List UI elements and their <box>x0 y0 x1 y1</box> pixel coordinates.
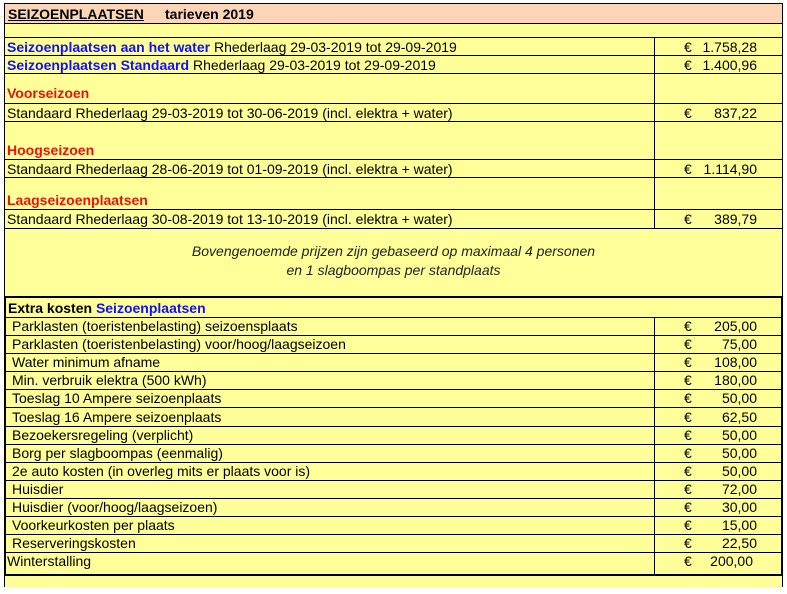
extra-cost-amount: 180,00 <box>714 372 757 389</box>
extra-cost-row <box>4 517 783 535</box>
extra-cost-row <box>4 499 783 517</box>
extra-cost-currency: € <box>684 354 692 371</box>
extra-cost-label: Toeslag 10 Ampere seizoenplaats <box>12 390 222 407</box>
extra-cost-currency: € <box>684 408 692 425</box>
extra-cost-amount: 15,00 <box>721 517 757 534</box>
voorseizoen-heading: Voorseizoen <box>7 85 90 101</box>
extra-costs-header <box>4 298 783 318</box>
extra-cost-label: Huisdier (voor/hoog/laagseizoen) <box>12 499 218 515</box>
row-hoogseizoen <box>4 159 783 178</box>
extra-cost-row <box>4 390 783 408</box>
extra-cost-currency: € <box>684 480 692 497</box>
extra-cost-row <box>4 445 783 463</box>
hoogseizoen-amount: 1.114,90 <box>703 161 757 177</box>
hoogseizoen-currency: € <box>684 161 692 177</box>
extra-cost-label: Water minimum afname <box>12 354 161 371</box>
extra-cost-currency: € <box>684 318 692 334</box>
header-row <box>4 3 783 24</box>
hoogseizoen-text: Standaard Rhederlaag 28-06-2019 tot 01-09-2019 (incl. elektra + water) <box>7 161 453 177</box>
voorseizoen-amount: 837,22 <box>714 105 757 121</box>
row-voorseizoen <box>4 103 783 122</box>
sheet-title: SEIZOENPLAATSEN <box>8 6 144 22</box>
extra-cost-currency: € <box>684 336 692 353</box>
extra-cost-row <box>4 318 783 336</box>
water-text: Rhederlaag 29-03-2019 tot 29-09-2019 <box>210 39 457 55</box>
extra-cost-amount: 50,00 <box>721 444 757 461</box>
extra-cost-amount: 108,00 <box>714 354 757 371</box>
extra-cost-amount: 200,00 <box>710 553 753 570</box>
voorseizoen-currency: € <box>684 105 692 121</box>
row-water <box>4 37 783 56</box>
extra-cost-row <box>4 481 783 499</box>
extra-cost-label: Huisdier <box>12 480 64 497</box>
extra-cost-row <box>4 535 783 553</box>
laagseizoen-currency: € <box>684 211 692 227</box>
laagseizoen-heading: Laagseizoenplaatsen <box>7 192 148 208</box>
extra-cost-amount: 75,00 <box>721 336 757 353</box>
extra-cost-label: Parklasten (toeristenbelasting) seizoensplaats <box>12 318 298 334</box>
extra-cost-label: Min. verbruik elektra (500 kWh) <box>12 372 207 389</box>
extra-cost-label: Borg per slagboompas (eenmalig) <box>12 444 223 461</box>
extra-cost-currency: € <box>684 426 692 443</box>
extra-cost-row <box>4 409 783 427</box>
extra-cost-currency: € <box>684 499 692 515</box>
extra-cost-row <box>4 336 783 354</box>
standaard-currency: € <box>684 57 692 73</box>
extra-cost-amount: 72,00 <box>721 480 757 497</box>
extra-cost-amount: 50,00 <box>721 426 757 443</box>
extra-cost-currency: € <box>684 444 692 461</box>
note-line-2: en 1 slagboompas per standplaats <box>286 262 501 278</box>
extra-cost-currency: € <box>684 535 692 552</box>
water-label: Seizoenplaatsen aan het water <box>7 39 211 55</box>
extra-cost-currency: € <box>684 390 692 407</box>
voorseizoen-text: Standaard Rhederlaag 29-03-2019 tot 30-06-2019 (incl. elektra + water) <box>7 105 453 121</box>
extra-cost-row <box>4 463 783 481</box>
extra-cost-currency: € <box>684 462 692 479</box>
extra-cost-label: Winterstalling <box>7 553 92 570</box>
extra-cost-label: Toeslag 16 Ampere seizoenplaats <box>12 408 222 425</box>
note-line-1: Bovengenoemde prijzen zijn gebaseerd op maximaal 4 personen <box>191 243 596 259</box>
extra-cost-currency: € <box>684 553 692 570</box>
row-standaard <box>4 56 783 74</box>
row-laagseizoen <box>4 209 783 229</box>
water-currency: € <box>684 39 692 55</box>
extra-cost-row <box>4 372 783 390</box>
standaard-label: Seizoenplaatsen Standaard <box>7 57 190 73</box>
extra-cost-label: Parklasten (toeristenbelasting) voor/hoog/laagseizoen <box>12 336 346 353</box>
extra-cost-amount: 50,00 <box>721 462 757 479</box>
sheet-subtitle: tarieven 2019 <box>165 6 254 22</box>
extra-cost-row <box>4 354 783 372</box>
extra-cost-label: Reserveringskosten <box>12 535 136 552</box>
extra-cost-currency: € <box>684 517 692 534</box>
water-amount: 1.758,28 <box>702 39 757 55</box>
standaard-amount: 1.400,96 <box>702 57 757 73</box>
extra-title: Extra kosten <box>8 300 96 316</box>
laagseizoen-amount: 389,79 <box>714 211 757 227</box>
extra-cost-amount: 205,00 <box>714 318 757 334</box>
extra-cost-amount: 22,50 <box>721 535 757 552</box>
extra-cost-currency: € <box>684 372 692 389</box>
extra-cost-label: Bezoekersregeling (verplicht) <box>12 426 194 443</box>
hoogseizoen-heading: Hoogseizoen <box>7 142 95 158</box>
extra-cost-amount: 50,00 <box>721 390 757 407</box>
standaard-text: Rhederlaag 29-03-2019 tot 29-09-2019 <box>189 57 436 73</box>
extra-costs-box <box>4 296 783 576</box>
price-column-divider <box>654 37 655 229</box>
extra-cost-row <box>4 427 783 445</box>
extra-cost-label: 2e auto kosten (in overleg mits er plaats voor is) <box>12 462 311 479</box>
tariff-sheet <box>4 3 783 587</box>
extra-title-blue: Seizoenplaatsen <box>95 300 206 316</box>
extra-cost-label: Voorkeurkosten per plaats <box>12 517 175 534</box>
extra-cost-row <box>4 553 783 571</box>
extra-cost-amount: 62,50 <box>721 408 757 425</box>
extra-cost-amount: 30,00 <box>721 499 757 515</box>
laagseizoen-text: Standaard Rhederlaag 30-08-2019 tot 13-10-2019 (incl. elektra + water) <box>7 211 453 227</box>
